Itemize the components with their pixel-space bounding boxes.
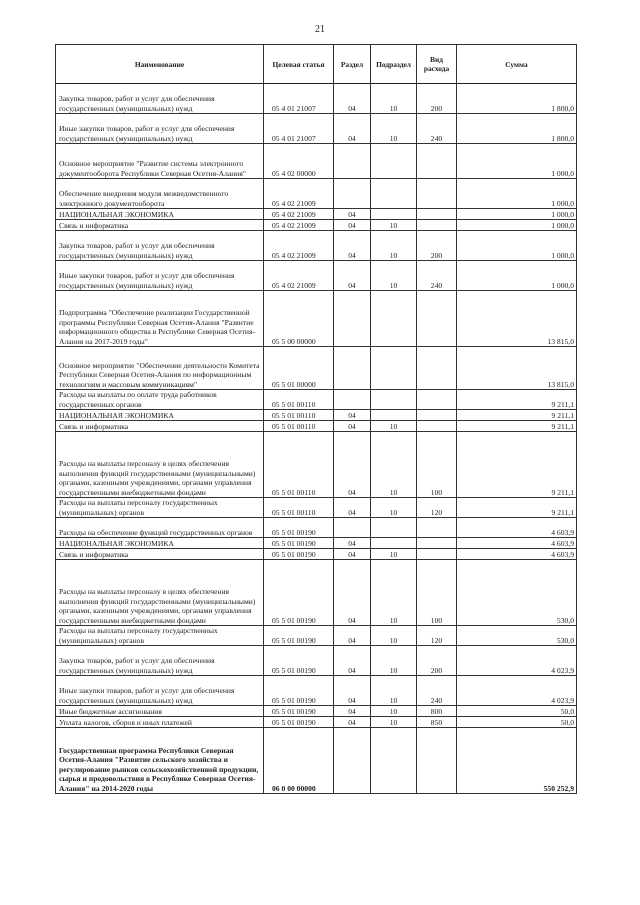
row-exp-type: 800 bbox=[417, 706, 457, 717]
row-code: 05 5 01 00110 bbox=[264, 421, 334, 432]
row-amount: 4 023,9 bbox=[457, 676, 577, 706]
row-amount: 4 023,9 bbox=[457, 646, 577, 676]
row-code: 05 4 02 00000 bbox=[264, 144, 334, 179]
row-subsection: 10 bbox=[371, 717, 417, 728]
row-code: 05 4 01 21007 bbox=[264, 84, 334, 114]
row-exp-type bbox=[417, 518, 457, 538]
row-amount: 4 603,9 bbox=[457, 538, 577, 549]
row-exp-type bbox=[417, 421, 457, 432]
row-code: 05 5 00 00000 bbox=[264, 291, 334, 347]
row-amount: 4 603,9 bbox=[457, 549, 577, 560]
row-name: Закупка товаров, работ и услуг для обеспечения государственных (муниципальных) нужд bbox=[56, 646, 264, 676]
row-name: Иные бюджетные ассигнования bbox=[56, 706, 264, 717]
row-code: 05 5 01 00190 bbox=[264, 646, 334, 676]
row-exp-type: 120 bbox=[417, 626, 457, 646]
row-exp-type: 200 bbox=[417, 231, 457, 261]
table-header-row bbox=[56, 45, 577, 84]
row-exp-type bbox=[417, 144, 457, 179]
row-name: Подпрограмма "Обеспечение реализации Государственной программы Республики Северная Осетия-Алания "Развитие информационного общества в Республике Северная Осетия-Алания на 2017-2019 годы" bbox=[56, 291, 264, 347]
row-section: 04 bbox=[334, 706, 371, 717]
table-body bbox=[56, 84, 577, 794]
table-row bbox=[56, 291, 577, 347]
header-name: Наименование bbox=[56, 45, 264, 84]
row-name: Обеспечение внедрения модуля межведомственного электронного документооборота bbox=[56, 179, 264, 209]
row-name: Расходы на выплаты по оплате труда работников государственных органов bbox=[56, 390, 264, 410]
row-name: Связь и информатика bbox=[56, 220, 264, 231]
row-subsection: 10 bbox=[371, 220, 417, 231]
row-exp-type bbox=[417, 728, 457, 794]
row-code: 05 5 01 00110 bbox=[264, 432, 334, 498]
row-section bbox=[334, 179, 371, 209]
row-amount: 50,0 bbox=[457, 717, 577, 728]
row-name: Уплата налогов, сборов и иных платежей bbox=[56, 717, 264, 728]
row-section bbox=[334, 518, 371, 538]
table-row bbox=[56, 114, 577, 144]
row-amount: 530,0 bbox=[457, 626, 577, 646]
row-code: 05 4 02 21009 bbox=[264, 231, 334, 261]
row-section: 04 bbox=[334, 84, 371, 114]
row-amount: 9 211,1 bbox=[457, 421, 577, 432]
row-section: 04 bbox=[334, 220, 371, 231]
header-amount: Сумма bbox=[457, 45, 577, 84]
row-code: 05 5 01 00190 bbox=[264, 706, 334, 717]
row-section: 04 bbox=[334, 421, 371, 432]
row-exp-type: 200 bbox=[417, 646, 457, 676]
row-code: 05 5 01 00190 bbox=[264, 538, 334, 549]
row-code: 05 5 01 00190 bbox=[264, 560, 334, 626]
row-name: Основное мероприятие "Обеспечение деятельности Комитета Республики Северная Осетия-Алания по информационным технологиям и массовым коммуникациям" bbox=[56, 347, 264, 390]
row-exp-type: 200 bbox=[417, 84, 457, 114]
row-subsection: 10 bbox=[371, 432, 417, 498]
row-exp-type bbox=[417, 220, 457, 231]
row-code: 05 4 01 21007 bbox=[264, 114, 334, 144]
table-row bbox=[56, 518, 577, 538]
row-section: 04 bbox=[334, 261, 371, 291]
row-exp-type bbox=[417, 291, 457, 347]
row-amount: 530,0 bbox=[457, 560, 577, 626]
row-section: 04 bbox=[334, 646, 371, 676]
row-subsection: 10 bbox=[371, 626, 417, 646]
row-section: 04 bbox=[334, 717, 371, 728]
row-subsection: 10 bbox=[371, 421, 417, 432]
row-name: Иные закупки товаров, работ и услуг для обеспечения государственных (муниципальных) нужд bbox=[56, 676, 264, 706]
row-code: 05 5 01 00000 bbox=[264, 347, 334, 390]
row-name: Расходы на выплаты персоналу государственных (муниципальных) органов bbox=[56, 498, 264, 518]
row-section bbox=[334, 144, 371, 179]
row-amount: 1 000,0 bbox=[457, 261, 577, 291]
row-exp-type bbox=[417, 390, 457, 410]
row-name: Иные закупки товаров, работ и услуг для обеспечения государственных (муниципальных) нужд bbox=[56, 261, 264, 291]
row-section: 04 bbox=[334, 549, 371, 560]
row-subsection: 10 bbox=[371, 646, 417, 676]
row-section: 04 bbox=[334, 676, 371, 706]
row-subsection: 10 bbox=[371, 549, 417, 560]
row-exp-type bbox=[417, 179, 457, 209]
row-subsection: 10 bbox=[371, 706, 417, 717]
row-name: НАЦИОНАЛЬНАЯ ЭКОНОМИКА bbox=[56, 538, 264, 549]
row-exp-type: 120 bbox=[417, 498, 457, 518]
row-subsection bbox=[371, 291, 417, 347]
table-row bbox=[56, 549, 577, 560]
page-number: 21 bbox=[315, 24, 325, 35]
table-row bbox=[56, 646, 577, 676]
row-subsection: 10 bbox=[371, 84, 417, 114]
table-row bbox=[56, 498, 577, 518]
table-row bbox=[56, 209, 577, 220]
row-exp-type bbox=[417, 549, 457, 560]
row-exp-type bbox=[417, 410, 457, 421]
row-subsection: 10 bbox=[371, 114, 417, 144]
table-row bbox=[56, 390, 577, 410]
budget-table bbox=[55, 44, 577, 794]
row-name: НАЦИОНАЛЬНАЯ ЭКОНОМИКА bbox=[56, 209, 264, 220]
header-section: Раздел bbox=[334, 45, 371, 84]
row-section: 04 bbox=[334, 209, 371, 220]
table-row bbox=[56, 538, 577, 549]
row-name: НАЦИОНАЛЬНАЯ ЭКОНОМИКА bbox=[56, 410, 264, 421]
header-subsection: Подраздел bbox=[371, 45, 417, 84]
row-exp-type: 240 bbox=[417, 261, 457, 291]
table-row bbox=[56, 717, 577, 728]
row-section: 04 bbox=[334, 626, 371, 646]
row-amount: 1 000,0 bbox=[457, 220, 577, 231]
table-row bbox=[56, 432, 577, 498]
row-exp-type: 240 bbox=[417, 676, 457, 706]
row-section: 04 bbox=[334, 498, 371, 518]
row-exp-type: 240 bbox=[417, 114, 457, 144]
row-subsection: 10 bbox=[371, 676, 417, 706]
row-amount: 13 815,0 bbox=[457, 291, 577, 347]
row-amount: 1 000,0 bbox=[457, 209, 577, 220]
row-amount: 13 815,0 bbox=[457, 347, 577, 390]
row-subsection: 10 bbox=[371, 231, 417, 261]
table-row bbox=[56, 261, 577, 291]
table-row bbox=[56, 220, 577, 231]
row-exp-type bbox=[417, 209, 457, 220]
row-section: 04 bbox=[334, 432, 371, 498]
table-row bbox=[56, 144, 577, 179]
row-exp-type: 850 bbox=[417, 717, 457, 728]
table-row bbox=[56, 84, 577, 114]
row-name: Расходы на выплаты персоналу в целях обеспечения выполнения функций государственными (муниципальными) органами, казенными учреждениями, органами управления государственными внебюджетными фондами bbox=[56, 432, 264, 498]
row-amount: 1 800,0 bbox=[457, 114, 577, 144]
row-subsection: 10 bbox=[371, 498, 417, 518]
row-subsection bbox=[371, 347, 417, 390]
table-row bbox=[56, 179, 577, 209]
row-name: Расходы на обеспечение функций государственных органов bbox=[56, 518, 264, 538]
row-section: 04 bbox=[334, 538, 371, 549]
row-amount: 4 603,9 bbox=[457, 518, 577, 538]
row-name: Связь и информатика bbox=[56, 421, 264, 432]
row-exp-type: 100 bbox=[417, 560, 457, 626]
row-amount: 9 211,1 bbox=[457, 498, 577, 518]
table-row bbox=[56, 421, 577, 432]
row-name: Основное мероприятие "Развитие системы электронного документооборота Республики Северная Осетия-Алания" bbox=[56, 144, 264, 179]
row-code: 05 5 01 00190 bbox=[264, 518, 334, 538]
row-subsection bbox=[371, 728, 417, 794]
row-amount: 1 800,0 bbox=[457, 84, 577, 114]
row-name: Иные закупки товаров, работ и услуг для обеспечения государственных (муниципальных) нужд bbox=[56, 114, 264, 144]
row-subsection bbox=[371, 179, 417, 209]
header-exp-type: Вид расхода bbox=[417, 45, 457, 84]
row-exp-type bbox=[417, 538, 457, 549]
table-row bbox=[56, 410, 577, 421]
row-amount: 1 000,0 bbox=[457, 144, 577, 179]
row-exp-type bbox=[417, 347, 457, 390]
row-amount: 1 000,0 bbox=[457, 179, 577, 209]
row-section: 04 bbox=[334, 410, 371, 421]
table-row bbox=[56, 676, 577, 706]
row-subsection bbox=[371, 538, 417, 549]
row-subsection: 10 bbox=[371, 261, 417, 291]
row-name: Государственная программа Республики Северная Осетия-Алания "Развитие сельского хозяйства и регулирование рынков сельскохозяйственной продукции, сырья и продовольствия в Республике Северная Осетия-Алания" на 2014-2020 годы bbox=[56, 728, 264, 794]
row-section: 04 bbox=[334, 114, 371, 144]
row-subsection bbox=[371, 209, 417, 220]
table-row bbox=[56, 706, 577, 717]
row-exp-type: 100 bbox=[417, 432, 457, 498]
row-code: 05 4 02 21009 bbox=[264, 209, 334, 220]
row-code: 05 4 02 21009 bbox=[264, 179, 334, 209]
row-amount: 9 211,1 bbox=[457, 390, 577, 410]
row-name: Расходы на выплаты персоналу в целях обеспечения выполнения функций государственными (муниципальными) органами, казенными учреждениями, органами управления государственными внебюджетными фондами bbox=[56, 560, 264, 626]
row-name: Закупка товаров, работ и услуг для обеспечения государственных (муниципальных) нужд bbox=[56, 231, 264, 261]
row-section bbox=[334, 390, 371, 410]
row-amount: 50,0 bbox=[457, 706, 577, 717]
table-row bbox=[56, 231, 577, 261]
row-subsection bbox=[371, 390, 417, 410]
row-name: Связь и информатика bbox=[56, 549, 264, 560]
row-code: 05 4 02 21009 bbox=[264, 220, 334, 231]
row-code: 06 0 00 00000 bbox=[264, 728, 334, 794]
row-code: 05 5 01 00110 bbox=[264, 498, 334, 518]
row-amount: 1 000,0 bbox=[457, 231, 577, 261]
row-section: 04 bbox=[334, 560, 371, 626]
row-amount: 550 252,9 bbox=[457, 728, 577, 794]
row-subsection bbox=[371, 410, 417, 421]
row-name: Закупка товаров, работ и услуг для обеспечения государственных (муниципальных) нужд bbox=[56, 84, 264, 114]
table-row bbox=[56, 347, 577, 390]
row-section bbox=[334, 347, 371, 390]
row-subsection bbox=[371, 144, 417, 179]
row-section: 04 bbox=[334, 231, 371, 261]
table-row bbox=[56, 626, 577, 646]
row-amount: 9 211,1 bbox=[457, 410, 577, 421]
row-code: 05 5 01 00110 bbox=[264, 410, 334, 421]
row-code: 05 5 01 00110 bbox=[264, 390, 334, 410]
row-subsection bbox=[371, 518, 417, 538]
row-subsection: 10 bbox=[371, 560, 417, 626]
row-section bbox=[334, 291, 371, 347]
table-row bbox=[56, 728, 577, 794]
table-row bbox=[56, 560, 577, 626]
header-code: Целевая статья bbox=[264, 45, 334, 84]
row-name: Расходы на выплаты персоналу государственных (муниципальных) органов bbox=[56, 626, 264, 646]
row-section bbox=[334, 728, 371, 794]
row-code: 05 5 01 00190 bbox=[264, 549, 334, 560]
row-code: 05 5 01 00190 bbox=[264, 626, 334, 646]
row-code: 05 5 01 00190 bbox=[264, 717, 334, 728]
row-amount: 9 211,1 bbox=[457, 432, 577, 498]
row-code: 05 5 01 00190 bbox=[264, 676, 334, 706]
row-code: 05 4 02 21009 bbox=[264, 261, 334, 291]
